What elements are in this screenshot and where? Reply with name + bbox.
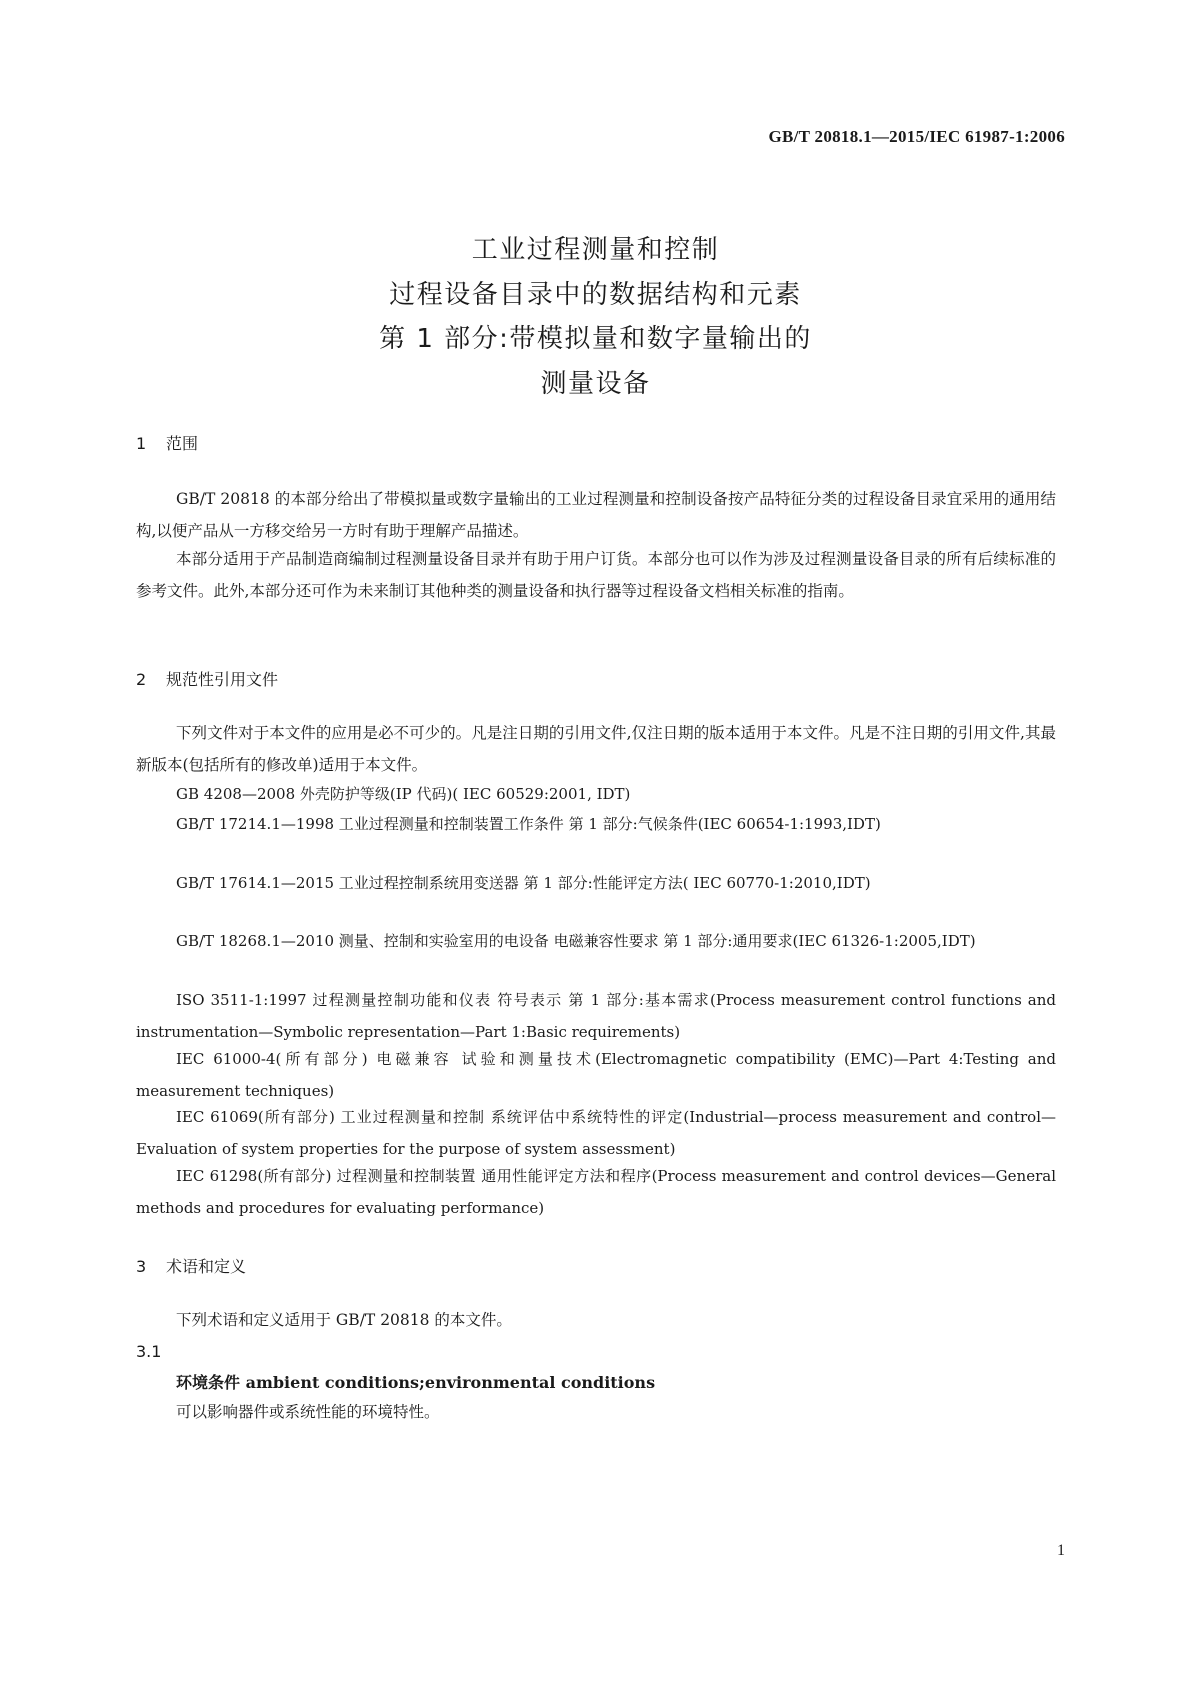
section-1-heading (136, 431, 198, 454)
reference-item: IEC 61069(所有部分) 工业过程测量和控制 系统评估中系统特性的评定(Industrial—process measurement and control—Evaluation of system properties for the purpose of system assessment) (136, 1108, 1056, 1158)
standard-code-header: GB/T 20818.1—2015/IEC 61987-1:2006 (768, 127, 1065, 146)
section-1-paragraph-1: GB/T 20818 的本部分给出了带模拟量或数字量输出的工业过程测量和控制设备按产品特征分类的过程设备目录宜采用的通用结构,以便产品从一方移交给另一方时有助于理解产品描述。 (136, 490, 1056, 540)
section-2-title: 规范性引用文件 (166, 670, 279, 689)
reference-item: GB/T 17614.1—2015 工业过程控制系统用变送器 第 1 部分:性能评定方法( IEC 60770-1:2010,IDT) (176, 874, 871, 892)
term-number: 3.1 (136, 1342, 162, 1361)
section-1-paragraph-2: 本部分适用于产品制造商编制过程测量设备目录并有助于用户订货。本部分也可以作为涉及过程测量设备目录的所有后续标准的参考文件。此外,本部分还可作为未来制订其他种类的测量设备和执行器等过程设备文档相关标准的指南。 (136, 550, 1056, 600)
reference-item: GB/T 17214.1—1998 工业过程测量和控制装置工作条件 第 1 部分:气候条件(IEC 60654-1:1993,IDT) (176, 815, 881, 833)
section-3-number: 3 (136, 1257, 147, 1276)
section-3-intro: 下列术语和定义适用于 GB/T 20818 的本文件。 (176, 1311, 512, 1329)
title-line-3: 第 1 部分:带模拟量和数字量输出的 (379, 324, 812, 354)
term-definition: 可以影响器件或系统性能的环境特性。 (176, 1403, 440, 1421)
reference-item: IEC 61298(所有部分) 过程测量和控制装置 通用性能评定方法和程序(Process measurement and control devices—General methods and procedures for evaluating performance) (136, 1167, 1056, 1217)
title-line-2: 过程设备目录中的数据结构和元素 (389, 279, 802, 310)
section-2-heading (136, 667, 278, 690)
document-title (0, 228, 1191, 406)
section-2-intro: 下列文件对于本文件的应用是必不可少的。凡是注日期的引用文件,仅注日期的版本适用于本文件。凡是不注日期的引用文件,其最新版本(包括所有的修改单)适用于本文件。 (136, 724, 1056, 774)
reference-item: ISO 3511-1:1997 过程测量控制功能和仪表 符号表示 第 1 部分:基本需求(Process measurement control functions and instrumentation—Symbolic representation—Part 1:Basic requirements) (136, 991, 1056, 1041)
section-3-heading (136, 1254, 246, 1277)
page-number: 1 (1057, 1542, 1065, 1559)
term-name: 环境条件 ambient conditions;environmental conditions (176, 1373, 656, 1392)
title-line-1: 工业过程测量和控制 (471, 235, 720, 265)
reference-item: GB 4208—2008 外壳防护等级(IP 代码)( IEC 60529:2001, IDT) (176, 785, 631, 803)
section-1-number: 1 (136, 434, 147, 453)
section-2-number: 2 (136, 670, 147, 689)
reference-item: IEC 61000-4(所有部分) 电磁兼容 试验和测量技术(Electromagnetic compatibility (EMC)—Part 4:Testing and measurement techniques) (136, 1050, 1056, 1100)
section-3-title: 术语和定义 (166, 1257, 247, 1276)
reference-item: GB/T 18268.1—2010 测量、控制和实验室用的电设备 电磁兼容性要求 第 1 部分:通用要求(IEC 61326-1:2005,IDT) (176, 932, 976, 950)
title-line-4: 测量设备 (540, 368, 651, 399)
section-1-title: 范围 (166, 434, 199, 453)
